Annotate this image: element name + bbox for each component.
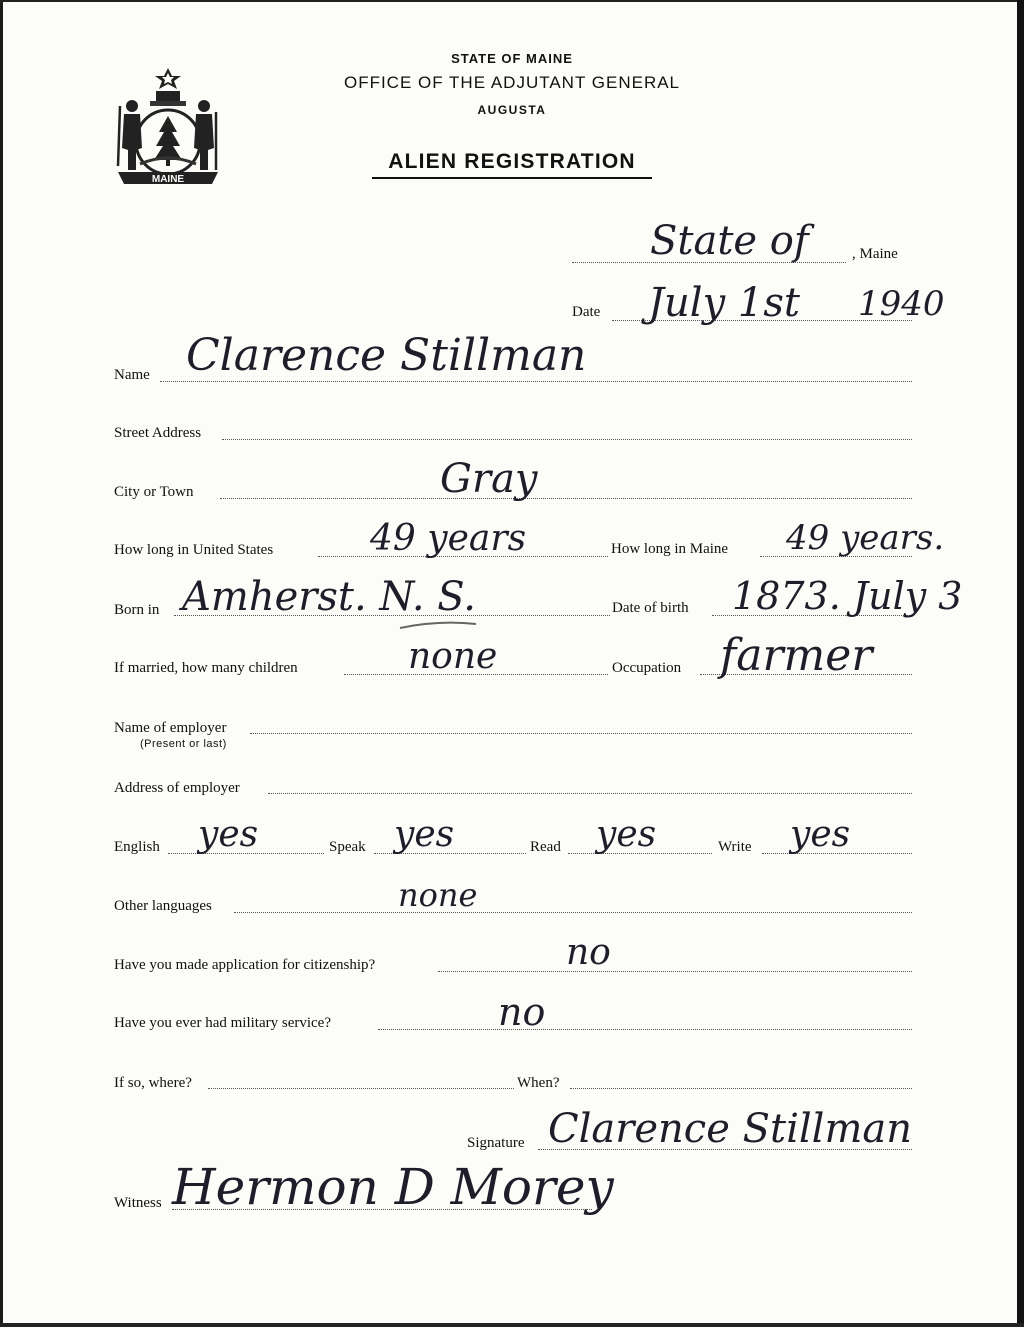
children-entry: none [408,636,498,677]
witness-entry: Hermon D Morey [172,1158,614,1216]
city-heading: AUGUSTA [477,103,547,117]
write-entry: yes [790,814,851,855]
maine-duration-entry: 49 years. [786,518,945,558]
employer-label: Name of employer [114,720,227,736]
military-line [378,1029,912,1030]
place-suffix-label: , Maine [852,246,898,262]
children-label: If married, how many children [114,660,298,676]
other-languages-label: Other languages [114,898,212,914]
title-underline [372,177,652,179]
form-title: ALIEN REGISTRATION [388,150,636,173]
other-languages-line [234,912,912,913]
born-underline-mark [398,618,478,632]
us-duration-entry: 49 years [370,518,527,559]
english-label: English [114,839,160,855]
maine-duration-label: How long in Maine [611,541,729,557]
office-heading: OFFICE OF THE ADJUTANT GENERAL [343,73,681,92]
english-entry: yes [198,814,259,855]
scan-border-bottom [0,1323,1024,1327]
where-label: If so, where? [114,1075,192,1091]
dob-label: Date of birth [612,600,689,616]
date-label: Date [572,304,601,320]
read-entry: yes [596,814,657,855]
scan-border-right [1017,0,1024,1327]
citizenship-label: Have you made application for citizenship? [114,957,376,973]
employer-sublabel: (Present or last) [140,738,227,750]
where-line [208,1088,514,1089]
speak-label: Speak [329,839,366,855]
write-label: Write [718,839,752,855]
street-line [222,439,912,440]
date-year-entry: 1940 [858,284,945,324]
name-label: Name [114,367,150,383]
city-line [220,498,912,499]
other-languages-entry: none [398,876,478,914]
dob-entry: 1873. July 3 [732,574,963,618]
street-label: Street Address [114,425,202,441]
date-entry: July 1st [648,280,800,326]
name-entry: Clarence Stillman [186,330,587,381]
read-label: Read [530,839,561,855]
state-of-maine-seal-icon [112,66,224,190]
military-label: Have you ever had military service? [114,1015,331,1031]
when-line [570,1088,912,1089]
us-duration-label: How long in United States [114,542,274,558]
employer-address-line [268,793,912,794]
name-line [160,381,912,382]
citizenship-entry: no [566,932,611,973]
witness-label: Witness [114,1195,162,1211]
city-label: City or Town [114,484,194,500]
citizenship-line [438,971,912,972]
employer-line [250,733,912,734]
state-heading: STATE OF MAINE [451,51,573,66]
signature-label: Signature [467,1135,525,1151]
when-label: When? [517,1075,560,1091]
born-label: Born in [114,602,160,618]
city-entry: Gray [440,456,538,502]
place-entry: State of [650,218,809,264]
speak-entry: yes [394,814,455,855]
military-entry: no [498,990,546,1034]
born-entry: Amherst. N. S. [182,574,476,620]
svg-text:MAINE: MAINE [151,174,185,185]
occupation-entry: farmer [720,630,873,681]
occupation-label: Occupation [612,660,682,676]
employer-address-label: Address of employer [114,780,240,796]
signature-entry: Clarence Stillman [548,1106,912,1152]
